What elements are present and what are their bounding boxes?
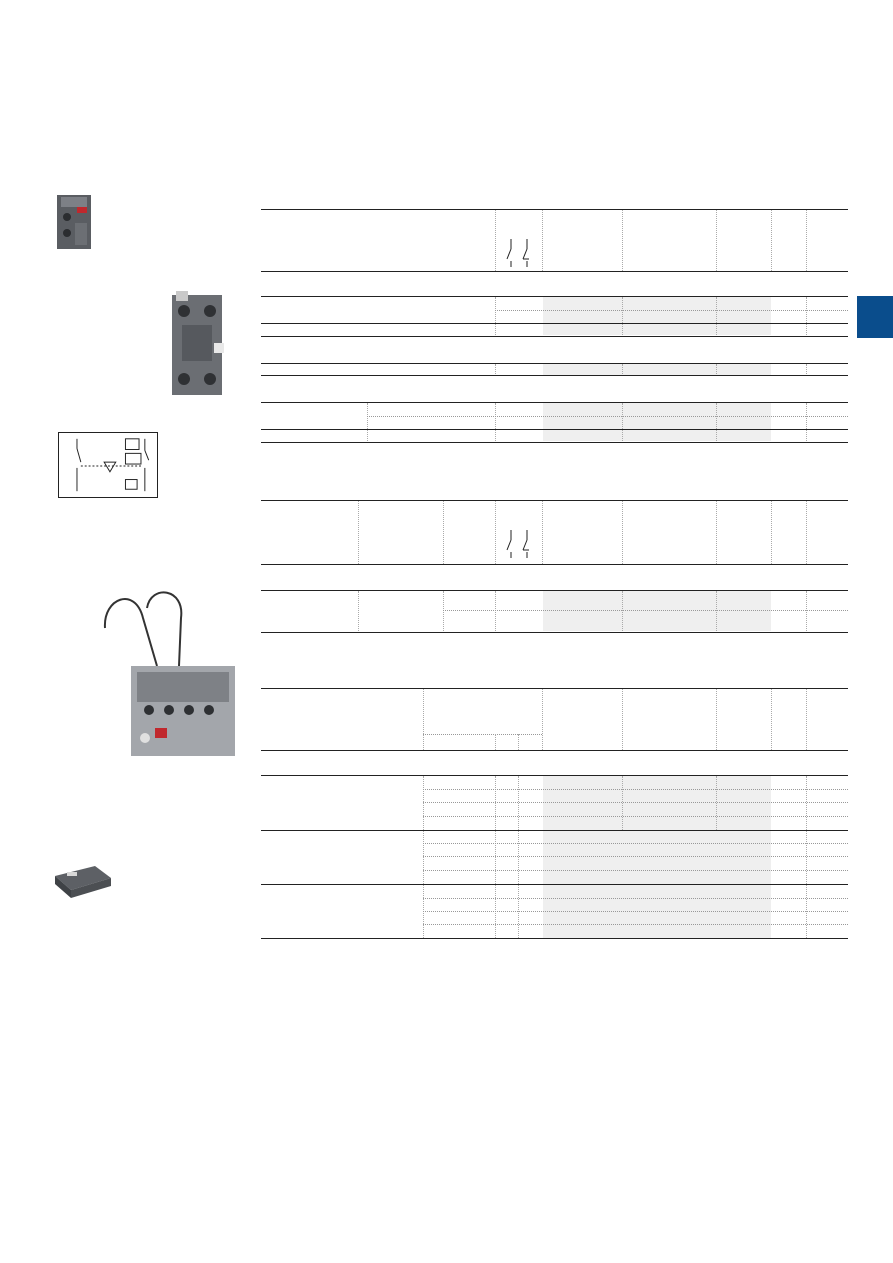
contact-symbol-icon <box>501 528 535 560</box>
interlock-schematic-diagram <box>58 432 158 498</box>
auxiliary-contact-side-image <box>168 289 226 399</box>
table-interlock <box>261 500 848 634</box>
table-auxiliary-contacts <box>261 209 848 444</box>
terminal-cover-image <box>53 862 113 902</box>
auxiliary-contact-small-image <box>55 193 93 251</box>
front-mount-block-image <box>95 588 235 758</box>
contact-symbol-icon <box>501 237 535 269</box>
section-tab[interactable] <box>857 296 893 338</box>
table-surge-suppressors <box>261 688 848 940</box>
